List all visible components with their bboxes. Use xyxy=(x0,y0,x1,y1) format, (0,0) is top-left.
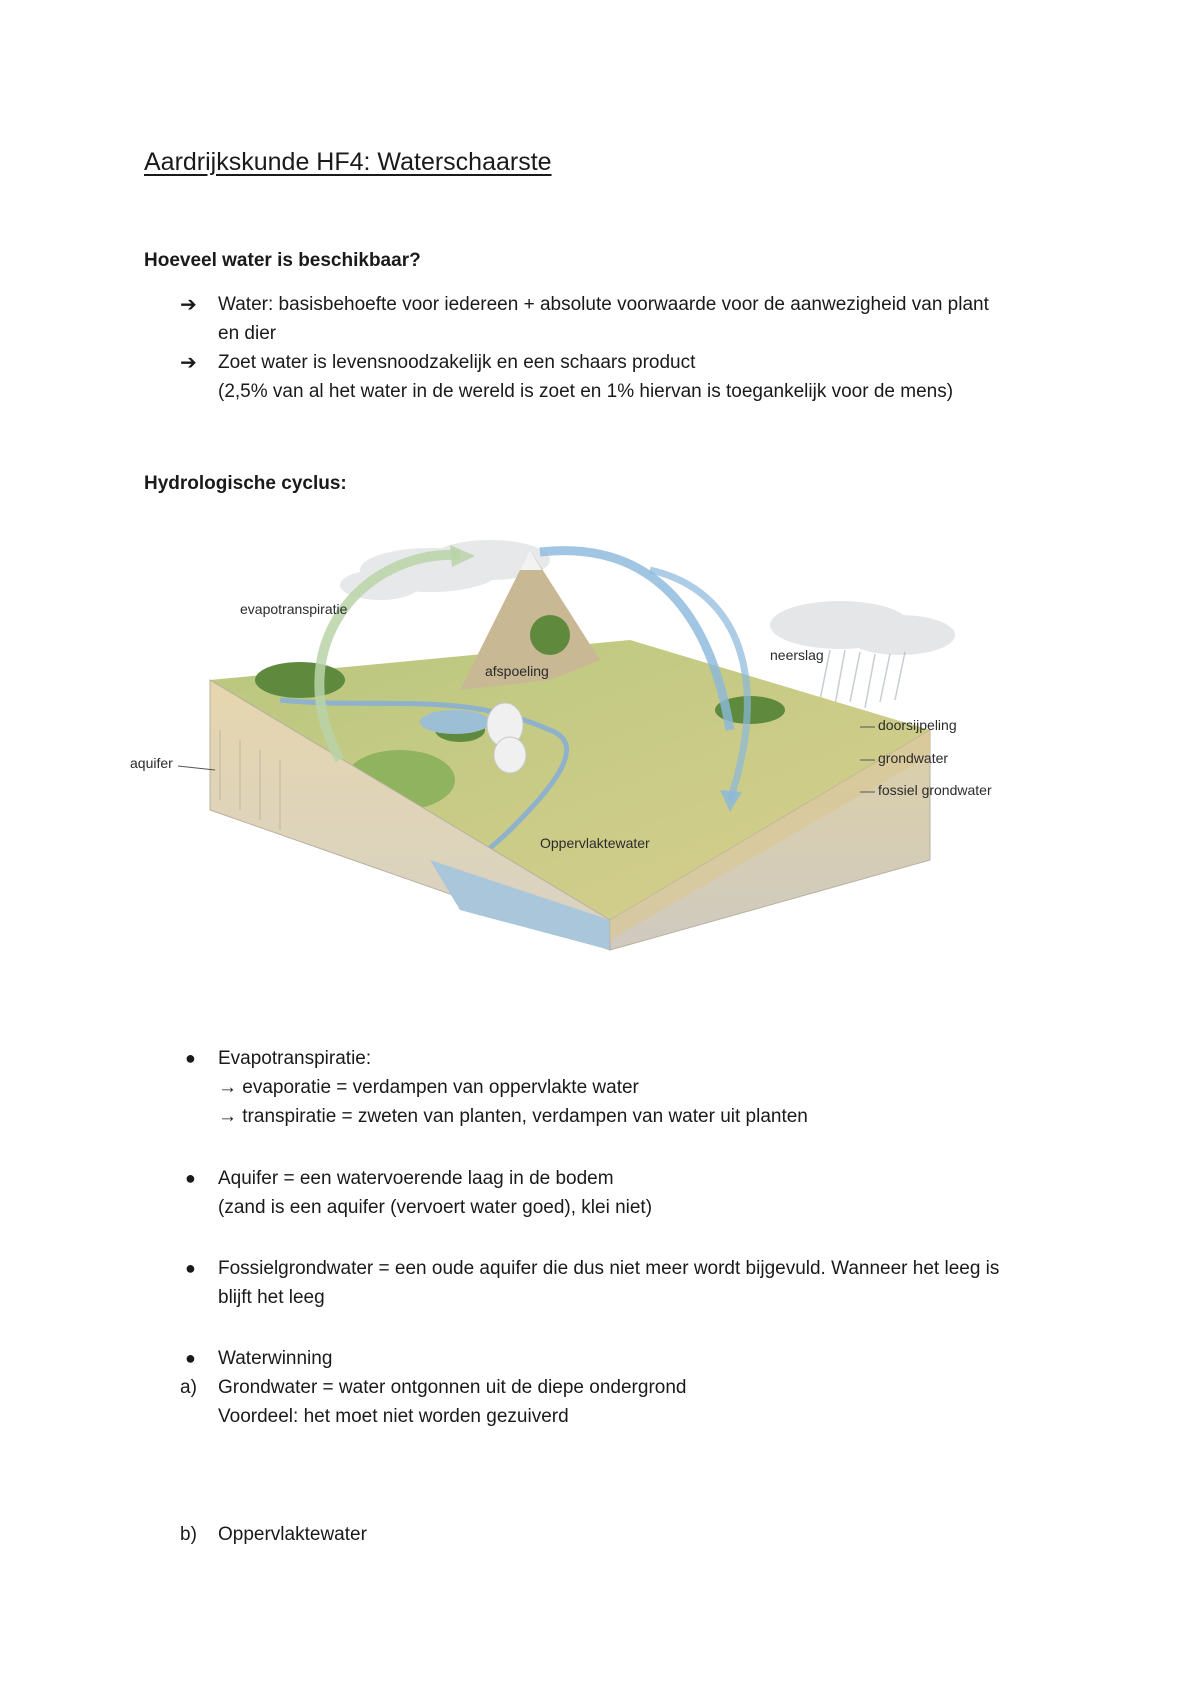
label-afspoeling: afspoeling xyxy=(485,663,549,679)
bullet-icon: ● xyxy=(185,1048,196,1068)
bullet-icon: ● xyxy=(185,1348,196,1368)
arrow-item-1-line-1: Water: basisbehoefte voor iedereen + absolute voorwaarde voor de aanwezigheid van plant xyxy=(218,294,989,315)
arrow-item-2-line-1: Zoet water is levensnoodzakelijk en een schaars product xyxy=(218,352,696,373)
item-a-line-2: Voordeel: het moet niet worden gezuiverd xyxy=(218,1406,569,1427)
bullet-1-sub-2: → transpiratie = zweten van planten, verdampen van water uit planten xyxy=(218,1106,808,1127)
rain-icon xyxy=(820,650,905,708)
page-title: Aardrijkskunde HF4: Waterschaarste xyxy=(144,148,552,176)
bullet-icon: ● xyxy=(185,1258,196,1278)
label-evapotranspiratie: evapotranspiratie xyxy=(240,601,348,617)
arrow-icon: ➔ xyxy=(180,352,197,374)
arrow-icon: ➔ xyxy=(180,294,197,316)
list-marker-b: b) xyxy=(180,1524,197,1545)
bullet-icon: ● xyxy=(185,1168,196,1188)
bullet-3-line-2: blijft het leeg xyxy=(218,1287,325,1308)
list-marker-a: a) xyxy=(180,1377,197,1398)
item-b-line-1: Oppervlaktewater xyxy=(218,1524,367,1545)
lake xyxy=(420,710,490,734)
section-heading-availability: Hoeveel water is beschikbaar? xyxy=(144,250,421,271)
item-a-line-1: Grondwater = water ontgonnen uit de diepe ondergrond xyxy=(218,1377,687,1398)
label-neerslag: neerslag xyxy=(770,647,824,663)
hydrological-cycle-diagram xyxy=(130,530,1030,1040)
bullet-1-title: Evapotranspiratie: xyxy=(218,1048,372,1069)
arrow-item-1-line-2: en dier xyxy=(218,323,277,344)
label-doorsijpeling: doorsijpeling xyxy=(878,717,957,733)
bullet-4-title: Waterwinning xyxy=(218,1348,333,1369)
label-oppervlaktewater: Oppervlaktewater xyxy=(540,835,650,851)
arrow-item-2-line-2: (2,5% van al het water in de wereld is zoet en 1% hiervan is toegankelijk voor de mens) xyxy=(218,381,954,402)
label-fossiel-grondwater: fossiel grondwater xyxy=(878,782,992,798)
bullet-2-line-1: Aquifer = een watervoerende laag in de bodem xyxy=(218,1168,614,1189)
bullet-2-line-2: (zand is een aquifer (vervoert water goed), klei niet) xyxy=(218,1197,653,1218)
section-heading-cycle: Hydrologische cyclus: xyxy=(144,473,347,494)
label-aquifer: aquifer xyxy=(130,755,173,771)
label-grondwater: grondwater xyxy=(878,750,949,766)
bullet-3-line-1: Fossielgrondwater = een oude aquifer die dus niet meer wordt bijgevuld. Wanneer het leeg is xyxy=(218,1258,1000,1279)
bullet-1-sub-1: → evaporatie = verdampen van oppervlakte water xyxy=(218,1077,639,1098)
